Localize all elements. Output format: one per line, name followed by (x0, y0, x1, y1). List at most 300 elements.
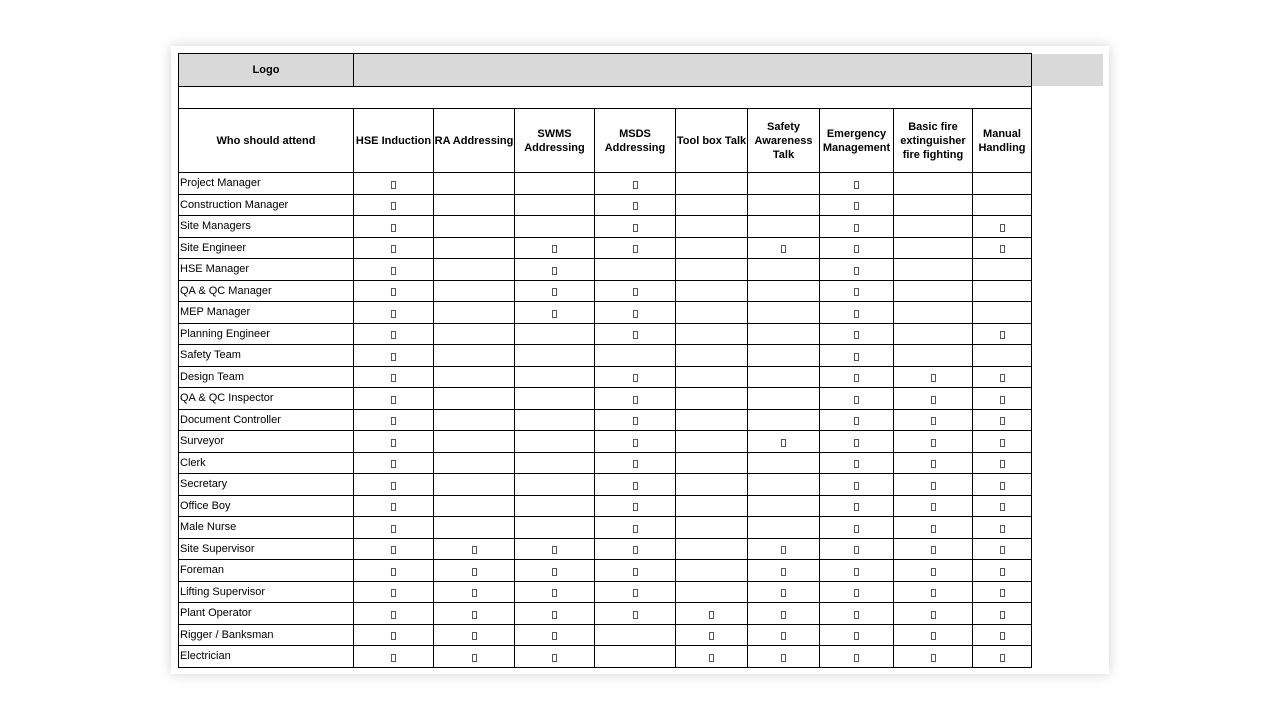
matrix-cell (894, 194, 973, 216)
matrix-cell (354, 646, 434, 668)
matrix-cell (354, 302, 434, 324)
matrix-cell (676, 345, 748, 367)
matrix-cell (894, 323, 973, 345)
checkbox-glyph-icon (854, 181, 859, 189)
matrix-cell (748, 431, 820, 453)
matrix-cell (354, 538, 434, 560)
matrix-cell (354, 173, 434, 195)
checkbox-glyph-icon (931, 417, 936, 425)
matrix-cell (894, 560, 973, 582)
matrix-cell (973, 624, 1032, 646)
matrix-cell (820, 173, 894, 195)
column-header: MSDS Addressing (595, 109, 676, 173)
matrix-cell (973, 388, 1032, 410)
matrix-cell (820, 259, 894, 281)
table-row (179, 560, 1032, 582)
role-cell: HSE Manager (179, 259, 354, 281)
matrix-cell (595, 388, 676, 410)
matrix-cell (748, 237, 820, 259)
matrix-cell (595, 302, 676, 324)
checkbox-glyph-icon (391, 589, 396, 597)
matrix-cell (748, 280, 820, 302)
column-header: SWMS Addressing (515, 109, 595, 173)
matrix-cell (820, 302, 894, 324)
role-cell: Clerk (179, 452, 354, 474)
matrix-cell (748, 259, 820, 281)
matrix-cell (820, 495, 894, 517)
checkbox-glyph-icon (391, 503, 396, 511)
checkbox-glyph-icon (633, 460, 638, 468)
matrix-cell (515, 173, 595, 195)
checkbox-glyph-icon (1000, 589, 1005, 597)
checkbox-glyph-icon (854, 417, 859, 425)
matrix-cell (515, 345, 595, 367)
matrix-cell (515, 431, 595, 453)
table-row (179, 581, 1032, 603)
matrix-cell (894, 538, 973, 560)
matrix-cell (973, 581, 1032, 603)
matrix-cell (676, 323, 748, 345)
matrix-cell (354, 259, 434, 281)
matrix-cell (676, 538, 748, 560)
table-row (179, 474, 1032, 496)
matrix-cell (354, 237, 434, 259)
matrix-cell (820, 474, 894, 496)
matrix-cell (748, 517, 820, 539)
matrix-cell (748, 581, 820, 603)
matrix-cell (595, 603, 676, 625)
table-row (179, 431, 1032, 453)
matrix-cell (748, 388, 820, 410)
matrix-cell (515, 603, 595, 625)
matrix-cell (894, 646, 973, 668)
checkbox-glyph-icon (854, 482, 859, 490)
checkbox-glyph-icon (931, 611, 936, 619)
checkbox-glyph-icon (854, 396, 859, 404)
matrix-cell (354, 474, 434, 496)
matrix-cell (894, 388, 973, 410)
table-row (179, 302, 1032, 324)
training-matrix-table (178, 53, 1032, 668)
matrix-cell (820, 280, 894, 302)
checkbox-glyph-icon (391, 245, 396, 253)
matrix-cell (515, 366, 595, 388)
checkbox-glyph-icon (472, 611, 477, 619)
matrix-cell (515, 538, 595, 560)
matrix-cell (354, 603, 434, 625)
matrix-cell (894, 624, 973, 646)
matrix-cell (676, 495, 748, 517)
checkbox-glyph-icon (1000, 482, 1005, 490)
matrix-cell (434, 366, 515, 388)
matrix-cell (515, 452, 595, 474)
matrix-cell (676, 388, 748, 410)
checkbox-glyph-icon (854, 353, 859, 361)
table-row (179, 237, 1032, 259)
checkbox-glyph-icon (391, 654, 396, 662)
checkbox-glyph-icon (931, 396, 936, 404)
checkbox-glyph-icon (781, 439, 786, 447)
matrix-cell (676, 624, 748, 646)
role-cell: Male Nurse (179, 517, 354, 539)
checkbox-glyph-icon (1000, 546, 1005, 554)
checkbox-glyph-icon (633, 245, 638, 253)
matrix-cell (434, 624, 515, 646)
table-row (179, 173, 1032, 195)
matrix-cell (676, 560, 748, 582)
checkbox-glyph-icon (931, 374, 936, 382)
matrix-cell (820, 216, 894, 238)
matrix-cell (973, 409, 1032, 431)
checkbox-glyph-icon (391, 181, 396, 189)
matrix-cell (434, 581, 515, 603)
checkbox-glyph-icon (472, 654, 477, 662)
checkbox-glyph-icon (854, 546, 859, 554)
table-row (179, 646, 1032, 668)
matrix-cell (748, 323, 820, 345)
matrix-cell (595, 216, 676, 238)
matrix-cell (676, 409, 748, 431)
checkbox-glyph-icon (391, 224, 396, 232)
role-cell: Site Supervisor (179, 538, 354, 560)
column-header: Emergency Management (820, 109, 894, 173)
matrix-cell (354, 624, 434, 646)
matrix-cell (820, 345, 894, 367)
checkbox-glyph-icon (781, 611, 786, 619)
matrix-cell (434, 474, 515, 496)
matrix-cell (515, 560, 595, 582)
checkbox-glyph-icon (854, 503, 859, 511)
matrix-cell (748, 624, 820, 646)
matrix-cell (434, 431, 515, 453)
matrix-cell (748, 366, 820, 388)
matrix-cell (354, 452, 434, 474)
matrix-cell (676, 173, 748, 195)
checkbox-glyph-icon (552, 632, 557, 640)
matrix-cell (595, 194, 676, 216)
matrix-cell (434, 259, 515, 281)
matrix-cell (515, 323, 595, 345)
matrix-cell (595, 474, 676, 496)
matrix-cell (820, 323, 894, 345)
column-header: Safety Awareness Talk (748, 109, 820, 173)
matrix-cell (973, 431, 1032, 453)
checkbox-glyph-icon (633, 181, 638, 189)
role-cell: Secretary (179, 474, 354, 496)
checkbox-glyph-icon (633, 331, 638, 339)
matrix-cell (515, 646, 595, 668)
checkbox-glyph-icon (709, 632, 714, 640)
matrix-cell (434, 646, 515, 668)
table-row (179, 495, 1032, 517)
role-cell: Safety Team (179, 345, 354, 367)
checkbox-glyph-icon (1000, 245, 1005, 253)
matrix-cell (515, 581, 595, 603)
checkbox-glyph-icon (781, 245, 786, 253)
checkbox-glyph-icon (1000, 439, 1005, 447)
matrix-cell (434, 560, 515, 582)
checkbox-glyph-icon (781, 654, 786, 662)
role-cell: Planning Engineer (179, 323, 354, 345)
matrix-cell (820, 560, 894, 582)
checkbox-glyph-icon (552, 267, 557, 275)
checkbox-glyph-icon (854, 439, 859, 447)
checkbox-glyph-icon (552, 245, 557, 253)
matrix-cell (515, 517, 595, 539)
matrix-cell (973, 538, 1032, 560)
checkbox-glyph-icon (854, 267, 859, 275)
matrix-cell (595, 409, 676, 431)
matrix-cell (748, 216, 820, 238)
column-header: HSE Induction (354, 109, 434, 173)
matrix-cell (595, 366, 676, 388)
checkbox-glyph-icon (931, 525, 936, 533)
matrix-cell (354, 216, 434, 238)
matrix-cell (434, 538, 515, 560)
column-header: Manual Handling (973, 109, 1032, 173)
matrix-cell (595, 452, 676, 474)
matrix-cell (973, 603, 1032, 625)
matrix-cell (515, 409, 595, 431)
table-row (179, 388, 1032, 410)
checkbox-glyph-icon (854, 331, 859, 339)
role-cell: Rigger / Banksman (179, 624, 354, 646)
matrix-cell (820, 194, 894, 216)
matrix-cell (973, 452, 1032, 474)
matrix-cell (515, 194, 595, 216)
checkbox-glyph-icon (931, 589, 936, 597)
logo-cell: Logo (179, 54, 354, 87)
checkbox-glyph-icon (391, 202, 396, 210)
matrix-cell (748, 538, 820, 560)
matrix-cell (748, 173, 820, 195)
matrix-cell (820, 388, 894, 410)
checkbox-glyph-icon (552, 288, 557, 296)
matrix-cell (354, 194, 434, 216)
matrix-cell (354, 366, 434, 388)
checkbox-glyph-icon (552, 546, 557, 554)
matrix-cell (434, 302, 515, 324)
table-row (179, 194, 1032, 216)
logo-row (179, 54, 1032, 87)
matrix-cell (676, 517, 748, 539)
checkbox-glyph-icon (391, 396, 396, 404)
matrix-cell (973, 194, 1032, 216)
matrix-cell (434, 194, 515, 216)
role-cell: QA & QC Inspector (179, 388, 354, 410)
matrix-cell (676, 474, 748, 496)
role-cell: Office Boy (179, 495, 354, 517)
matrix-cell (515, 237, 595, 259)
checkbox-glyph-icon (633, 224, 638, 232)
checkbox-glyph-icon (854, 568, 859, 576)
matrix-cell (515, 259, 595, 281)
matrix-cell (676, 646, 748, 668)
checkbox-glyph-icon (633, 396, 638, 404)
role-cell: Site Managers (179, 216, 354, 238)
matrix-cell (434, 237, 515, 259)
checkbox-glyph-icon (633, 546, 638, 554)
checkbox-glyph-icon (854, 611, 859, 619)
checkbox-glyph-icon (552, 654, 557, 662)
matrix-cell (676, 237, 748, 259)
matrix-cell (820, 538, 894, 560)
checkbox-glyph-icon (854, 525, 859, 533)
checkbox-glyph-icon (552, 568, 557, 576)
checkbox-glyph-icon (391, 310, 396, 318)
column-header: RA Addressing (434, 109, 515, 173)
matrix-cell (434, 345, 515, 367)
matrix-cell (820, 452, 894, 474)
matrix-cell (748, 302, 820, 324)
checkbox-glyph-icon (391, 460, 396, 468)
matrix-cell (820, 366, 894, 388)
matrix-cell (894, 581, 973, 603)
checkbox-glyph-icon (854, 374, 859, 382)
checkbox-glyph-icon (391, 353, 396, 361)
checkbox-glyph-icon (1000, 654, 1005, 662)
matrix-cell (894, 474, 973, 496)
column-header-row (179, 109, 1032, 173)
checkbox-glyph-icon (931, 439, 936, 447)
matrix-cell (748, 495, 820, 517)
table-row (179, 538, 1032, 560)
checkbox-glyph-icon (931, 460, 936, 468)
table-row (179, 323, 1032, 345)
matrix-cell (434, 216, 515, 238)
matrix-cell (820, 603, 894, 625)
checkbox-glyph-icon (854, 460, 859, 468)
checkbox-glyph-icon (931, 632, 936, 640)
matrix-cell (894, 173, 973, 195)
matrix-cell (354, 495, 434, 517)
checkbox-glyph-icon (931, 482, 936, 490)
matrix-cell (595, 581, 676, 603)
matrix-cell (676, 216, 748, 238)
checkbox-glyph-icon (1000, 525, 1005, 533)
role-cell: Document Controller (179, 409, 354, 431)
column-header: Tool box Talk (676, 109, 748, 173)
table-row (179, 280, 1032, 302)
matrix-cell (434, 280, 515, 302)
checkbox-glyph-icon (931, 546, 936, 554)
matrix-cell (894, 495, 973, 517)
checkbox-glyph-icon (854, 202, 859, 210)
checkbox-glyph-icon (391, 546, 396, 554)
matrix-cell (676, 280, 748, 302)
checkbox-glyph-icon (1000, 374, 1005, 382)
role-cell: Surveyor (179, 431, 354, 453)
matrix-cell (434, 517, 515, 539)
checkbox-glyph-icon (391, 525, 396, 533)
checkbox-glyph-icon (854, 632, 859, 640)
checkbox-glyph-icon (931, 568, 936, 576)
checkbox-glyph-icon (854, 245, 859, 253)
matrix-cell (595, 345, 676, 367)
table-row (179, 409, 1032, 431)
matrix-cell (894, 431, 973, 453)
matrix-cell (894, 259, 973, 281)
matrix-cell (973, 646, 1032, 668)
role-cell: Foreman (179, 560, 354, 582)
table-row (179, 366, 1032, 388)
matrix-cell (973, 302, 1032, 324)
matrix-cell (894, 237, 973, 259)
matrix-cell (354, 409, 434, 431)
matrix-cell (820, 409, 894, 431)
matrix-cell (973, 495, 1032, 517)
matrix-cell (595, 624, 676, 646)
matrix-cell (820, 581, 894, 603)
matrix-cell (748, 409, 820, 431)
role-cell: Construction Manager (179, 194, 354, 216)
matrix-cell (515, 474, 595, 496)
checkbox-glyph-icon (1000, 568, 1005, 576)
matrix-cell (434, 409, 515, 431)
role-cell: Design Team (179, 366, 354, 388)
checkbox-glyph-icon (781, 568, 786, 576)
matrix-cell (676, 452, 748, 474)
matrix-cell (676, 302, 748, 324)
checkbox-glyph-icon (472, 546, 477, 554)
matrix-cell (434, 603, 515, 625)
checkbox-glyph-icon (1000, 632, 1005, 640)
column-header: Basic fire extinguisher fire fighting (894, 109, 973, 173)
table-row (179, 345, 1032, 367)
checkbox-glyph-icon (1000, 417, 1005, 425)
table-row (179, 603, 1032, 625)
checkbox-glyph-icon (931, 503, 936, 511)
matrix-cell (595, 560, 676, 582)
checkbox-glyph-icon (1000, 611, 1005, 619)
checkbox-glyph-icon (854, 310, 859, 318)
checkbox-glyph-icon (633, 439, 638, 447)
table-row (179, 216, 1032, 238)
spacer-cell (179, 87, 1032, 109)
checkbox-glyph-icon (854, 654, 859, 662)
matrix-cell (973, 280, 1032, 302)
matrix-cell (973, 345, 1032, 367)
matrix-cell (515, 280, 595, 302)
matrix-cell (676, 431, 748, 453)
checkbox-glyph-icon (633, 503, 638, 511)
checkbox-glyph-icon (633, 482, 638, 490)
matrix-cell (748, 646, 820, 668)
checkbox-glyph-icon (552, 310, 557, 318)
checkbox-glyph-icon (633, 288, 638, 296)
checkbox-glyph-icon (633, 417, 638, 425)
matrix-cell (595, 323, 676, 345)
checkbox-glyph-icon (854, 224, 859, 232)
matrix-cell (820, 646, 894, 668)
matrix-cell (354, 581, 434, 603)
checkbox-glyph-icon (633, 611, 638, 619)
role-cell: QA & QC Manager (179, 280, 354, 302)
matrix-cell (894, 409, 973, 431)
matrix-cell (748, 194, 820, 216)
table-row (179, 517, 1032, 539)
role-cell: MEP Manager (179, 302, 354, 324)
matrix-cell (894, 280, 973, 302)
matrix-cell (595, 646, 676, 668)
matrix-cell (894, 302, 973, 324)
matrix-cell (515, 495, 595, 517)
checkbox-glyph-icon (391, 482, 396, 490)
role-cell: Electrician (179, 646, 354, 668)
matrix-cell (354, 280, 434, 302)
matrix-cell (595, 538, 676, 560)
checkbox-glyph-icon (391, 568, 396, 576)
